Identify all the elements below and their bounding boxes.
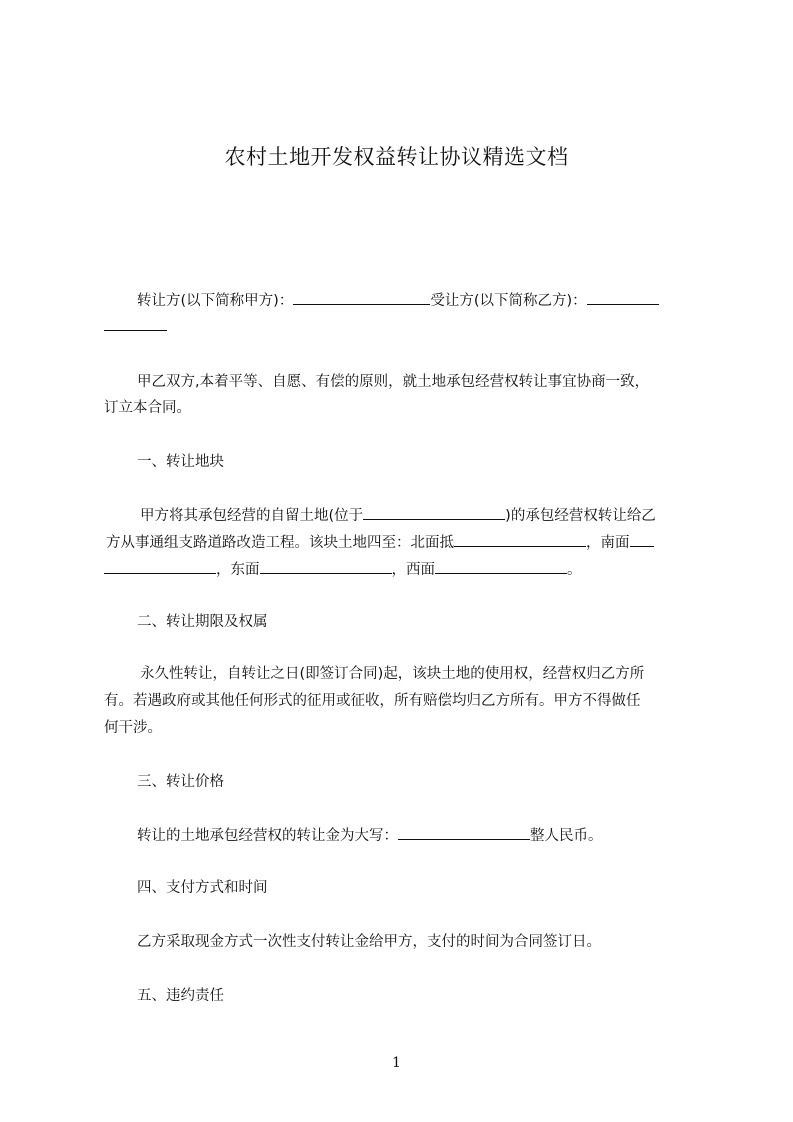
section1-text-3a: ，东面 — [216, 562, 260, 578]
section2-line-3: 何干涉。 — [104, 720, 162, 736]
section4-line-1: 乙方采取现金方式一次性支付转让金给甲方，支付的时间为合同签订日。 — [137, 934, 601, 950]
price-blank — [398, 825, 530, 840]
section2-line-2: 有。若遇政府或其他任何形式的征用或征收，所有赔偿均归乙方所有。甲方不得做任 — [104, 693, 641, 709]
section1-line-2 — [106, 532, 654, 553]
section1-text-2a: 方从事通组支路道路改造工程。该块土地四至：北面抵 — [106, 535, 454, 551]
location-blank — [363, 505, 505, 520]
south-blank-cont — [104, 559, 216, 574]
section2-heading: 二、转让期限及权属 — [137, 614, 268, 630]
section3-text-a: 转让的土地承包经营权的转让金为大写： — [137, 828, 398, 844]
section3-text-b: 整人民币。 — [530, 828, 603, 844]
transferee-blank-cont — [104, 316, 167, 331]
section4-heading: 四、支付方式和时间 — [137, 880, 268, 896]
parties-line-cont — [104, 316, 167, 337]
parties-line — [137, 290, 659, 311]
east-blank — [260, 559, 392, 574]
north-blank — [454, 532, 586, 547]
document-title: 农村土地开发权益转让协议精选文档 — [224, 145, 569, 169]
section5-heading: 五、违约责任 — [137, 988, 224, 1004]
south-blank — [630, 532, 654, 547]
section2-line-1: 永久性转让，自转让之日(即签订合同)起，该块土地的使用权，经营权归乙方所 — [140, 666, 645, 682]
section1-text-2b: ，南面 — [586, 535, 630, 551]
page-number: 1 — [392, 1055, 401, 1071]
section1-text-1b: )的承包经营权转让给乙 — [505, 508, 656, 524]
section1-text-1a: 甲方将其承包经营的自留土地(位于 — [140, 508, 364, 524]
section1-text-3b: ，西面 — [391, 562, 435, 578]
section3-heading: 三、转让价格 — [137, 774, 224, 790]
intro-line-2: 订立本合同。 — [104, 400, 191, 416]
transferee-label: 受让方(以下简称乙方)： — [430, 293, 587, 309]
section1-text-3c: 。 — [567, 562, 582, 578]
section1-heading: 一、转让地块 — [137, 454, 224, 470]
section3-line-1 — [137, 825, 603, 846]
transferor-blank — [293, 290, 430, 305]
west-blank — [435, 559, 567, 574]
transferee-blank — [587, 290, 659, 305]
section1-line-1 — [140, 505, 656, 526]
transferor-label: 转让方(以下简称甲方)： — [137, 293, 294, 309]
intro-line-1: 甲乙双方,本着平等、自愿、有偿的原则，就土地承包经营权转让事宜协商一致， — [137, 374, 650, 390]
section1-line-3 — [104, 559, 582, 580]
